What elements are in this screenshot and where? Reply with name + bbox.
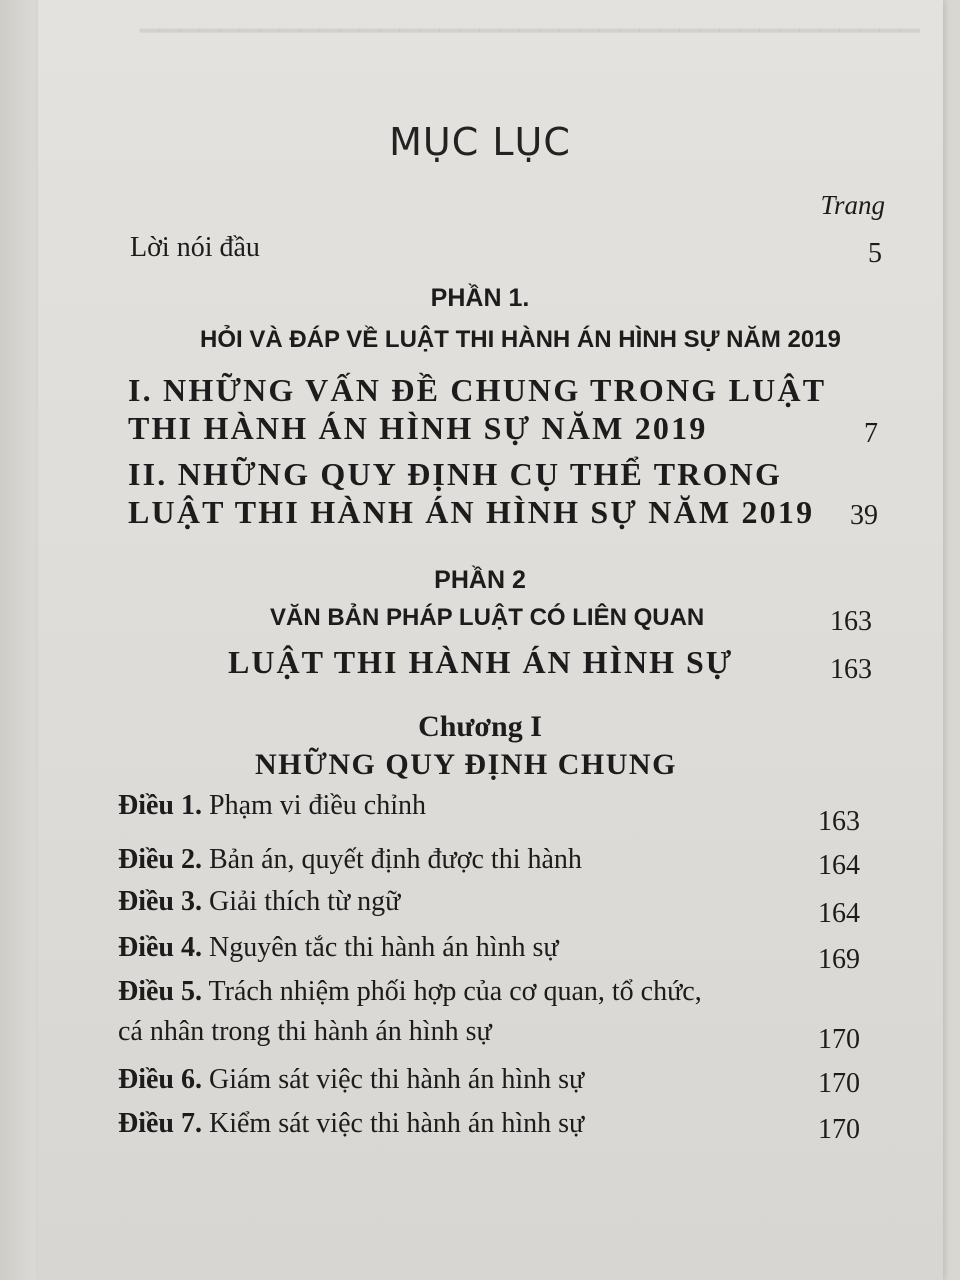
article-text: Trách nhiệm phối hợp của cơ quan, tổ chức, xyxy=(208,976,702,1007)
page-edge-shadow xyxy=(0,0,38,1280)
article-text: Giải thích từ ngữ xyxy=(209,886,401,917)
part1-subtitle: HỎI VÀ ĐÁP VỀ LUẬT THI HÀNH ÁN HÌNH SỰ NĂM 2019 xyxy=(200,326,841,353)
article-text: Nguyên tắc thi hành án hình sự xyxy=(209,932,559,963)
chapter-name: NHỮNG QUY ĐỊNH CHUNG xyxy=(255,748,677,781)
article-page: 164 xyxy=(818,898,860,929)
toc-article-row xyxy=(118,976,702,1008)
law-title-page: 163 xyxy=(830,654,872,685)
toc-article-row xyxy=(118,1064,584,1096)
toc-article-row xyxy=(118,1108,584,1140)
article-page: 163 xyxy=(818,806,860,837)
part2-heading: PHẦN 2 xyxy=(434,566,526,594)
article-text: Giám sát việc thi hành án hình sự xyxy=(209,1064,585,1095)
article-text: Phạm vi điều chỉnh xyxy=(209,790,426,821)
chapter-number: Chương I xyxy=(418,710,542,743)
part1-section1-line1: I. NHỮNG VẤN ĐỀ CHUNG TRONG LUẬT xyxy=(128,372,827,408)
part1-section1-page: 7 xyxy=(864,418,878,449)
article-page: 170 xyxy=(818,1024,860,1055)
part1-heading: PHẦN 1. xyxy=(430,284,530,312)
article-label: Điều 1. xyxy=(118,790,202,821)
part1-section1-line2: THI HÀNH ÁN HÌNH SỰ NĂM 2019 xyxy=(128,410,708,446)
law-title: LUẬT THI HÀNH ÁN HÌNH SỰ xyxy=(228,644,734,680)
toc-article-row xyxy=(118,790,426,822)
toc-article-row xyxy=(118,886,400,918)
article-label: Điều 2. xyxy=(118,844,202,875)
toc-article-row xyxy=(118,844,582,876)
toc-article-row xyxy=(118,932,559,964)
article-label: Điều 5. xyxy=(118,976,202,1007)
article-text-continued: cá nhân trong thi hành án hình sự xyxy=(118,1016,492,1047)
page-title: MỤC LỤC xyxy=(389,120,571,164)
article-label: Điều 7. xyxy=(118,1108,202,1139)
bleed-through-texture: ▔▔▔▔▔▔▔▔▔▔▔▔▔▔▔▔▔▔▔▔▔▔▔▔▔▔▔▔▔▔▔▔▔▔▔▔▔▔▔ xyxy=(140,30,920,59)
page-column-label: Trang xyxy=(820,190,885,220)
article-text: Bản án, quyết định được thi hành xyxy=(209,844,582,875)
part1-section2-line2: LUẬT THI HÀNH ÁN HÌNH SỰ NĂM 2019 xyxy=(128,494,815,530)
article-text: Kiểm sát việc thi hành án hình sự xyxy=(209,1108,585,1139)
article-page: 170 xyxy=(818,1114,860,1145)
article-label: Điều 6. xyxy=(118,1064,202,1095)
article-page: 164 xyxy=(818,850,860,881)
article-page: 170 xyxy=(818,1068,860,1099)
part1-section2-line1: II. NHỮNG QUY ĐỊNH CỤ THỂ TRONG xyxy=(128,456,783,492)
toc-entry-intro: Lời nói đầu xyxy=(130,232,260,263)
part2-subtitle: VĂN BẢN PHÁP LUẬT CÓ LIÊN QUAN xyxy=(270,604,705,631)
article-label: Điều 3. xyxy=(118,886,202,917)
part2-subtitle-page: 163 xyxy=(830,606,872,637)
article-page: 169 xyxy=(818,944,860,975)
toc-entry-intro-page: 5 xyxy=(868,238,882,269)
article-label: Điều 4. xyxy=(118,932,202,963)
part1-section2-page: 39 xyxy=(850,500,878,531)
